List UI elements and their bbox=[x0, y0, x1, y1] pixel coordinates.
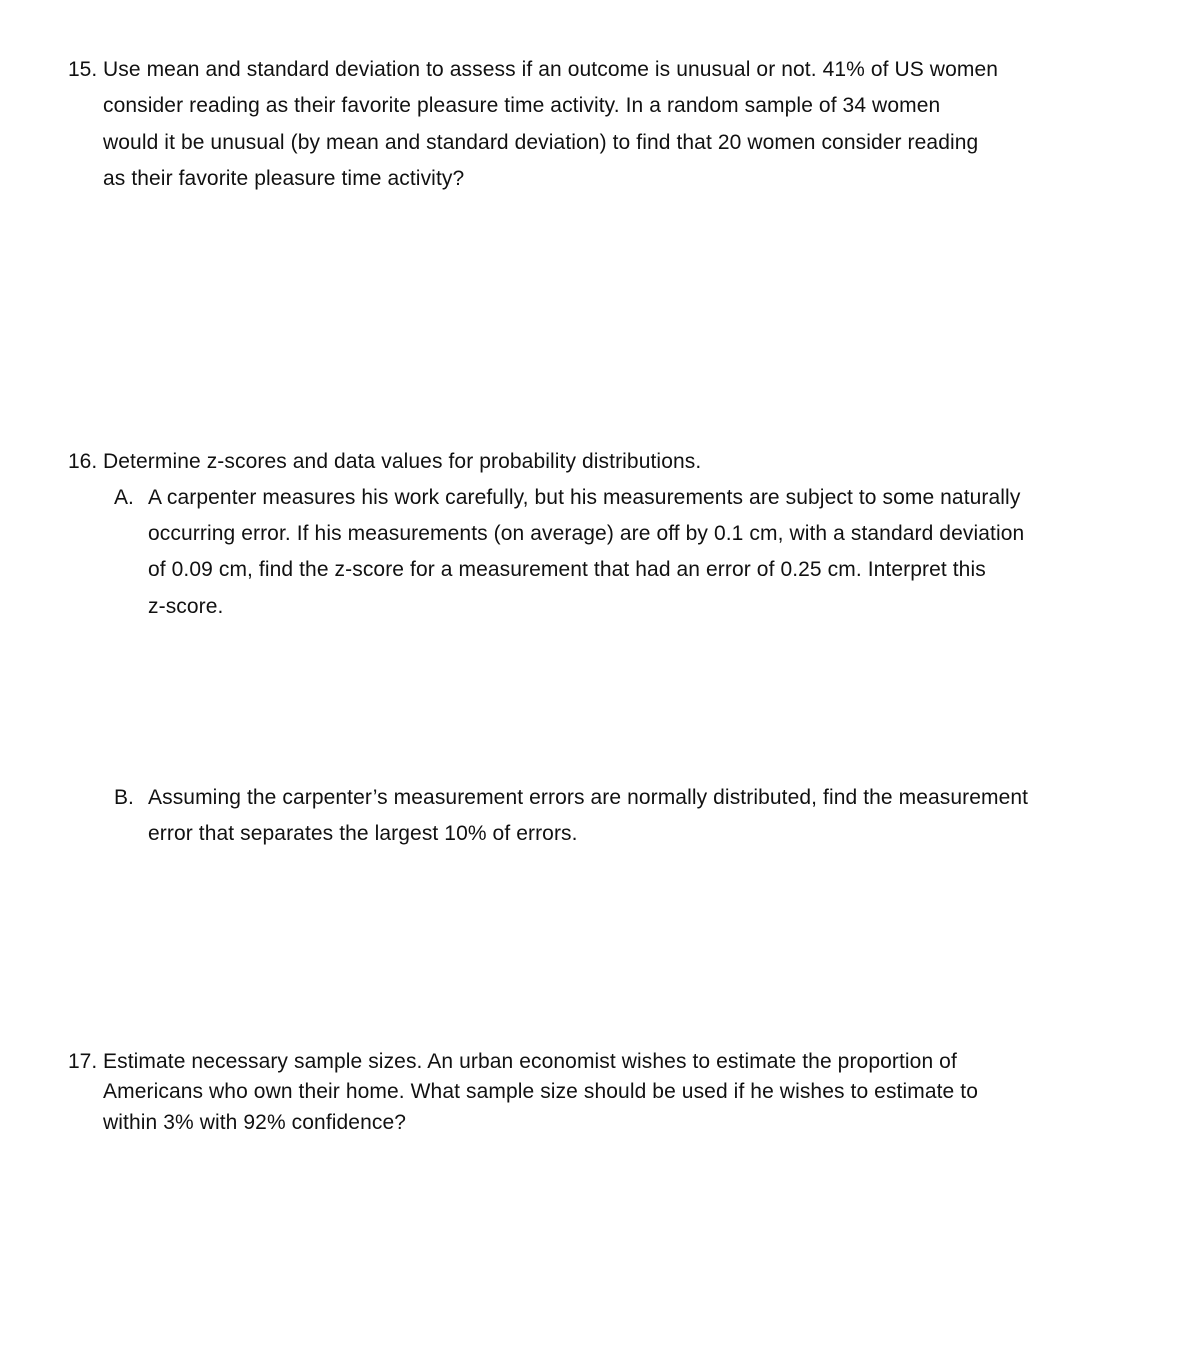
question-number: 15. bbox=[68, 58, 98, 81]
question-number: 17. bbox=[68, 1050, 98, 1073]
question-text-line: within 3% with 92% confidence? bbox=[103, 1111, 407, 1134]
part-text-line: z-score. bbox=[148, 595, 224, 618]
question-text-line: Use mean and standard deviation to assess if an outcome is unusual or not. 41% of US women bbox=[103, 58, 998, 81]
question-text-line: Determine z-scores and data values for probability distributions. bbox=[103, 450, 702, 473]
part-letter: B. bbox=[114, 786, 134, 809]
question-text-line: Estimate necessary sample sizes. An urban economist wishes to estimate the proportion of bbox=[103, 1050, 957, 1073]
question-text-line: Americans who own their home. What sample size should be used if he wishes to estimate to bbox=[103, 1080, 978, 1103]
part-text-line: A carpenter measures his work carefully, but his measurements are subject to some naturally bbox=[148, 486, 1021, 509]
part-text-line: error that separates the largest 10% of errors. bbox=[148, 822, 578, 845]
question-text-line: would it be unusual (by mean and standard deviation) to find that 20 women consider reading bbox=[103, 131, 979, 154]
question-text-line: consider reading as their favorite pleasure time activity. In a random sample of 34 women bbox=[103, 94, 941, 117]
part-text-line: occurring error. If his measurements (on average) are off by 0.1 cm, with a standard deviation bbox=[148, 522, 1025, 545]
question-text-line: as their favorite pleasure time activity? bbox=[103, 167, 465, 190]
question-number: 16. bbox=[68, 450, 98, 473]
part-text-line: Assuming the carpenter’s measurement errors are normally distributed, find the measurement bbox=[148, 786, 1029, 809]
part-text-line: of 0.09 cm, find the z-score for a measurement that had an error of 0.25 cm. Interpret this bbox=[148, 558, 986, 581]
part-letter: A. bbox=[114, 486, 134, 509]
